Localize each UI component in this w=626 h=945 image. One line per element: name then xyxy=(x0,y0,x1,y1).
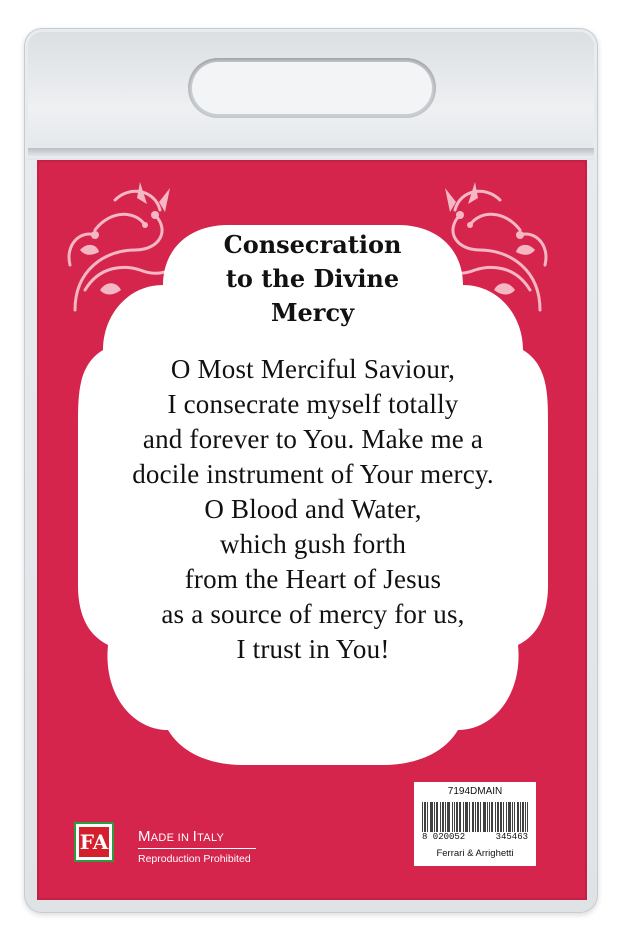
barcode-bar xyxy=(503,802,504,832)
barcode-bar xyxy=(478,802,479,832)
prayer-line: O Most Merciful Saviour, xyxy=(170,354,456,384)
barcode-bar xyxy=(469,802,470,832)
ean-number xyxy=(422,832,528,842)
title-line: to the Divine xyxy=(225,264,400,293)
barcode-bar xyxy=(431,802,432,832)
barcode-bar xyxy=(442,802,443,832)
barcode-bar xyxy=(466,802,467,832)
prayer-line: and forever to You. Make me a xyxy=(142,424,484,454)
hang-hole xyxy=(188,58,436,118)
barcode-bar xyxy=(440,802,441,832)
barcode-bar xyxy=(485,802,486,832)
barcode-bar xyxy=(465,802,466,832)
barcode-bar xyxy=(497,802,498,832)
prayer-line: O Blood and Water, xyxy=(204,494,422,524)
prayer-line: from the Heart of Jesus xyxy=(184,564,442,594)
prayer-line: as a source of mercy for us, xyxy=(161,599,465,629)
barcode-bar xyxy=(500,802,501,832)
barcode-bar xyxy=(512,802,513,832)
prayer-line: I trust in You! xyxy=(236,634,390,664)
barcode-bar xyxy=(491,802,492,832)
barcode-bar xyxy=(457,802,458,832)
made-in-letter: M xyxy=(138,828,151,845)
barcode-bar xyxy=(447,802,448,832)
made-in-italy xyxy=(138,828,224,845)
barcode-bar xyxy=(422,802,423,832)
barcode-bar xyxy=(437,802,438,832)
prayer-title xyxy=(140,228,485,330)
ean-right: 345463 xyxy=(495,832,528,842)
logo-text: FA xyxy=(79,827,109,857)
prayer-line: which gush forth xyxy=(219,529,407,559)
barcode-label xyxy=(414,782,536,866)
barcode-bar xyxy=(460,802,461,832)
prayer-text xyxy=(100,352,526,667)
barcode-bar xyxy=(480,802,481,832)
title-line: Mercy xyxy=(270,298,355,327)
barcode-bar xyxy=(514,802,515,832)
barcode-bar xyxy=(432,802,433,832)
barcode-bar xyxy=(445,802,446,832)
barcode-bar xyxy=(463,802,464,832)
barcode-bar xyxy=(472,802,473,832)
barcode-bar xyxy=(527,802,528,832)
barcode-icon xyxy=(422,802,528,832)
barcode-bar xyxy=(449,802,450,832)
barcode-bar xyxy=(492,802,493,832)
made-in-letters: TALY xyxy=(197,832,225,844)
prayer-line: docile instrument of Your mercy. xyxy=(132,459,494,489)
barcode-bar xyxy=(487,802,488,832)
barcode-bar xyxy=(454,802,455,832)
blister-seal xyxy=(28,148,594,158)
barcode-bar xyxy=(510,802,511,832)
barcode-bar xyxy=(495,802,496,832)
reproduction-notice: Reproduction Prohibited xyxy=(138,853,251,865)
manufacturer-name: Ferrari & Arrighetti xyxy=(436,848,514,859)
barcode-bar xyxy=(483,802,484,832)
barcode-bar xyxy=(448,802,449,832)
barcode-bar xyxy=(498,802,499,832)
barcode-bar xyxy=(467,802,468,832)
barcode-bar xyxy=(459,802,460,832)
barcode-bar xyxy=(506,802,507,832)
barcode-bar xyxy=(456,802,457,832)
barcode-bar xyxy=(517,802,518,832)
barcode-bar xyxy=(501,802,502,832)
barcode-bar xyxy=(434,802,435,832)
barcode-bar xyxy=(430,802,431,832)
barcode-bar xyxy=(522,802,523,832)
barcode-bar xyxy=(424,802,425,832)
title-line: Consecration xyxy=(223,230,402,259)
barcode-bar xyxy=(477,802,478,832)
barcode-bar xyxy=(436,802,437,832)
prayer-line: I consecrate myself totally xyxy=(167,389,459,419)
fa-logo-icon xyxy=(74,822,114,862)
barcode-bar xyxy=(425,802,426,832)
barcode-bar xyxy=(473,802,474,832)
made-in-letter: I xyxy=(192,828,198,845)
barcode-bar xyxy=(489,802,490,832)
sku-code: 7194DMAIN xyxy=(447,786,503,797)
ean-left: 8 020052 xyxy=(422,832,466,842)
barcode-bar xyxy=(509,802,510,832)
barcode-bar xyxy=(427,802,428,832)
barcode-bar xyxy=(484,802,485,832)
barcode-bar xyxy=(443,802,444,832)
barcode-bar xyxy=(525,802,526,832)
barcode-bar xyxy=(523,802,524,832)
made-in-letters: ADE IN xyxy=(150,832,193,844)
barcode-bar xyxy=(518,802,519,832)
barcode-bar xyxy=(508,802,509,832)
barcode-bar xyxy=(452,802,453,832)
barcode-bar xyxy=(520,802,521,832)
barcode-bar xyxy=(475,802,476,832)
divider xyxy=(138,848,256,849)
